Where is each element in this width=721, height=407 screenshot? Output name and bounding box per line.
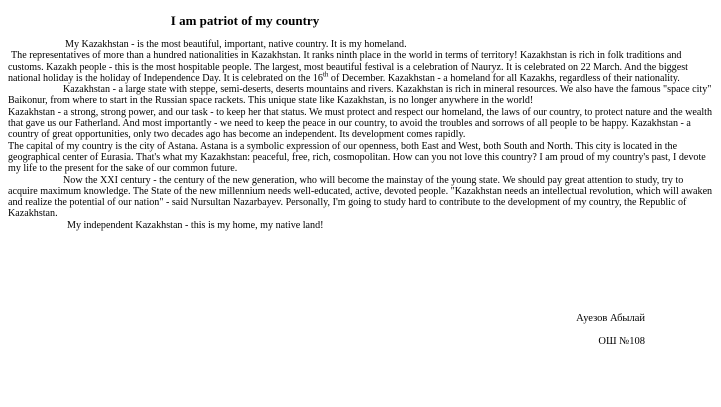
- document-body: [8, 39, 714, 231]
- paragraph-capital: The capital of my country is the city of Astana. Astana is a symbolic expression of our openness, both East and West, both South and North. This city is located in the geographical center of Eurasia. That's what my Kazakhstan: peaceful, free, rich, cosmopolitan. How can you not love this country? I am proud of my country's past, I devote my life to the present for the sake of our common future.: [8, 140, 706, 175]
- paragraph-geography: Kazakhstan - a large state with steppe, semi-deserts, deserts mountains and rivers. Kazakhstan is rich in mineral resources. We also have the famous "space city" Baikonur, from where to start in the Russian space rackets. This unique state like Kazakhstan, is no longer anywhere in the world!: [8, 84, 712, 107]
- paragraph-nationalities: The representatives of more than a hundred nationalities in Kazakhstan. It ranks ninth place in the world in terms of territory! Kazakhstan is rich in folk traditions and customs. Kazakh people - this is the most hospitable people. The largest, most beautiful festival is a celebration of Nauryz. It is celebrated on 22 March. And the biggest national holiday is the holiday of Independence Day. It is celebrated on the 16th of December. Kazakhstan - a homeland for all Kazakhs, regardless of their nationality.: [8, 50, 688, 84]
- paragraph-power: Kazakhstan - a strong, strong power, and our task - to keep her that status. We must protect and respect our homeland, the laws of our country, to protect nature and the wealth that gave us our Fatherland. And most importantly - we need to keep the peace in our country, to avoid the troubles and sorrows of all people to be happy. Kazakhstan - a country of great opportunities, only two decades ago has become an independent. Its development comes rapidly.: [8, 106, 713, 141]
- paragraph-intro: My Kazakhstan - is the most beautiful, important, native country. It is my homeland.: [65, 39, 407, 50]
- paragraph-century: Now the XXI century - the century of the new generation, who will become the mainstay of the young state. We should pay great attention to study, try to acquire maximum knowledge. The State of the new millennium needs well-educated, active, devoted people. "Kazakhstan needs an intellectual revolution, which will awaken and realize the potential of our nation" - said Nursultan Nazarbayev. Personally, I'm going to study hard to contribute to the development of my country, the Republic of Kazakhstan.: [8, 174, 713, 220]
- signature-school: ОШ №108: [598, 336, 645, 347]
- paragraph-closing: My independent Kazakhstan - this is my home, my native land!: [67, 219, 324, 231]
- signature-name: Ауезов Абылай: [576, 313, 645, 324]
- ordinal-superscript: th: [322, 70, 329, 79]
- document-title: I am patriot of my country: [170, 13, 320, 28]
